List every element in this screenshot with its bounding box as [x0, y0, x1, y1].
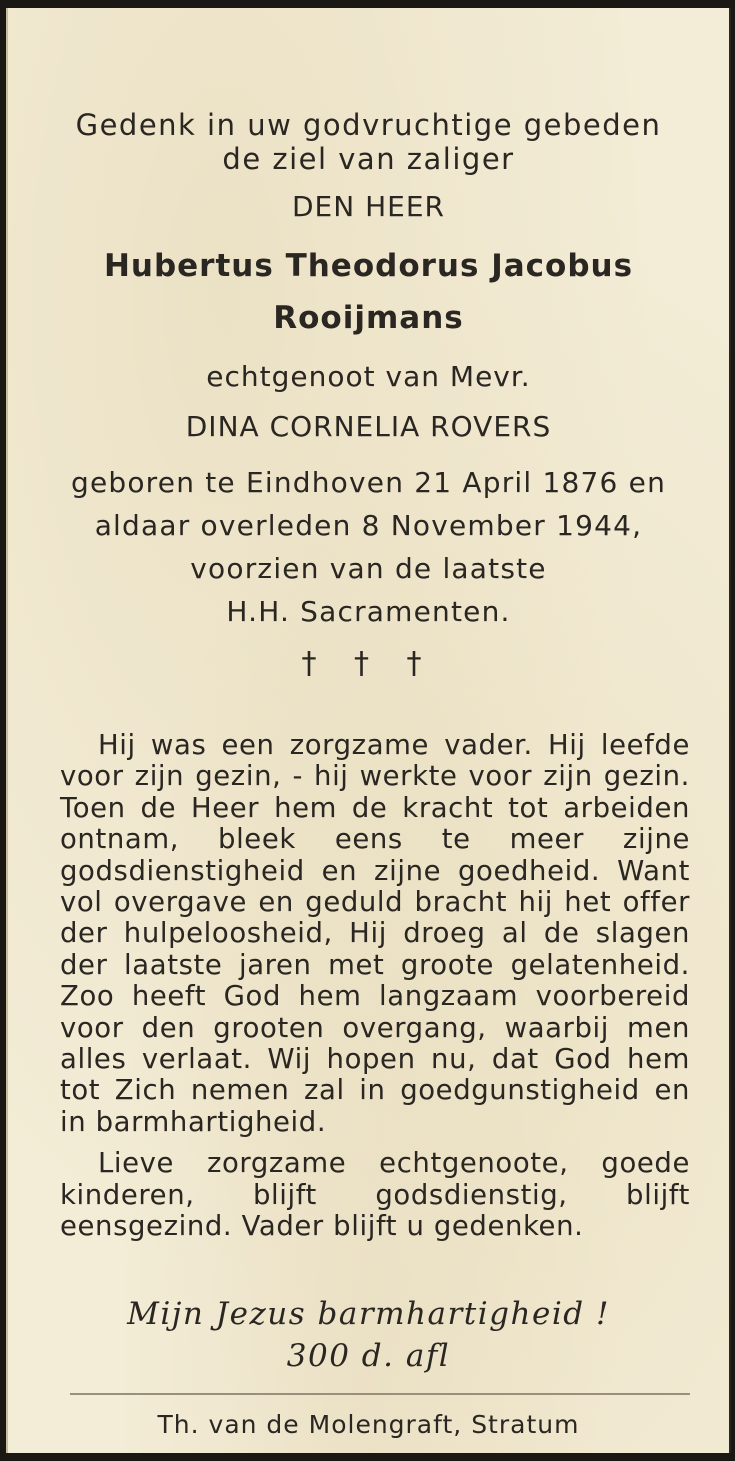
title-den-heer: DEN HEER: [292, 190, 445, 223]
deceased-name-line-2: Rooijmans: [273, 300, 464, 336]
deceased-name-line-1: Hubertus Theodorus Jacobus: [103, 248, 634, 284]
death-line: aldaar overleden 8 November 1944,: [94, 509, 643, 542]
biography-paragraph-2: Lieve zorgzame echtgenoote, goede kinderen, blijft godsdienstig, blijft eensgezind. Vader blijft u gedenken.: [60, 1147, 690, 1243]
divider: [70, 1393, 690, 1395]
spouse-name: DINA CORNELIA ROVERS: [185, 410, 552, 443]
invocation-line-1: Gedenk in uw godvruchtige gebeden: [75, 108, 662, 142]
biography-text: [60, 730, 690, 1243]
biography-paragraph-1: Hij was een zorgzame vader. Hij leefde voor zijn gezin, - hij werkte voor zijn gezin. Toen de Heer hem de kracht tot arbeiden ontnam, bleek eens te meer zijne godsdienstigheid en zijne goedheid. Want vol overgave en geduld bracht hij het offer der hulpeloosheid, Hij droeg al de slagen der laatste jaren met groote gelatenheid. Zoo heeft God hem langzaam voorbereid voor den grooten overgang, waarbij men alles verlaat. Wij hopen nu, dat God hem tot Zich nemen zal in goedgunstigheid en in barmhartigheid.: [60, 729, 690, 1138]
printer-credit: Th. van de Molengraft, Stratum: [157, 1410, 580, 1439]
spouse-intro: echtgenoot van Mevr.: [206, 360, 531, 393]
memorial-card: [6, 8, 731, 1453]
sacraments-line-2: H.H. Sacramenten.: [226, 595, 511, 628]
invocation-line-2: de ziel van zaliger: [222, 142, 515, 176]
birth-line: geboren te Eindhoven 21 April 1876 en: [70, 466, 667, 499]
sacraments-line-1: voorzien van de laatste: [190, 552, 547, 585]
crosses-icon: † † †: [301, 646, 436, 681]
indulgence-line: 300 d. afl: [286, 1338, 451, 1374]
prayer-line: Mijn Jezus barmhartigheid !: [127, 1296, 610, 1332]
